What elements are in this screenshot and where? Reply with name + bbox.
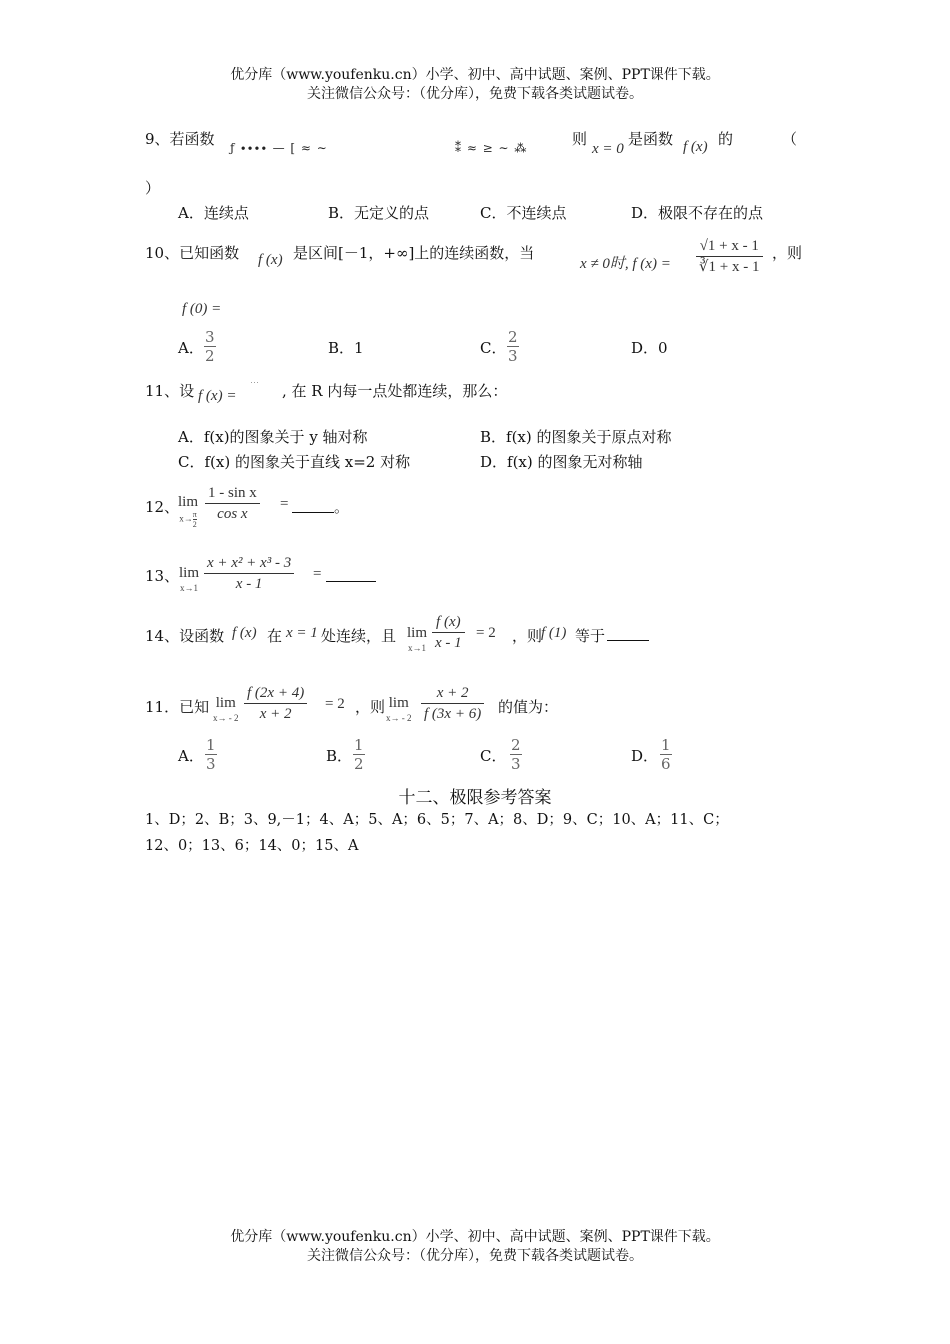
q14-equals-2: = 2	[476, 625, 496, 641]
q15-option-a-frac	[205, 736, 217, 773]
q14-answer-blank[interactable]	[607, 625, 649, 641]
header-line-1: 优分库（www.youfenku.cn）小学、初中、高中试题、案例、PPT课件下载。	[230, 67, 720, 83]
q10-option-c-den: 3	[508, 347, 518, 365]
q9-option-c: C．不连续点	[480, 204, 567, 222]
q9-ze: 则	[572, 130, 588, 148]
footer-line-2: 关注微信公众号：（优分库），免费下载各类试题试卷。	[307, 1248, 643, 1264]
q15-numerator-1: f (2x + 4)	[244, 683, 307, 704]
q15-option-c-label: C．	[480, 747, 507, 765]
q15-lim-subscript: x→ - 2	[213, 713, 239, 723]
q9-paren-open: （	[782, 130, 798, 148]
q15-numerator-2: x + 2	[421, 683, 484, 704]
q12-numerator: 1 - sin x	[205, 483, 260, 504]
q13-fraction	[204, 553, 294, 594]
q15-option-d-num: 1	[661, 736, 671, 754]
q11-option-a: A．f(x)的图象关于 y 轴对称	[178, 428, 368, 446]
q11-text: , 在 R 内每一点处都连续，那么：	[282, 382, 508, 400]
q9-garbled-formula-1: ƒ ∙∙∙∙ — [ ≈ ∼	[230, 141, 328, 155]
q15-fraction-1	[244, 683, 307, 724]
q10-option-c-label: C．	[480, 339, 507, 357]
q11-option-c: C．f(x) 的图象关于直线 x=2 对称	[178, 453, 411, 471]
q12-lim-word: lim	[178, 494, 199, 510]
q10-numerator: √1 + x - 1	[696, 236, 763, 257]
q9-x-eq-0: x = 0	[592, 141, 624, 157]
q15-fraction-2	[421, 683, 484, 724]
q15-lim-2	[386, 696, 412, 726]
q10-interval-text: 是区间[－1，+∞]上的连续函数，当	[293, 244, 535, 262]
q11-option-d: D．f(x) 的图象无对称轴	[480, 453, 643, 471]
q14-mid-text: 处连续，且	[321, 627, 397, 645]
q15-option-b-den: 2	[354, 755, 364, 773]
q15-lim-word: lim	[215, 695, 236, 711]
q14-lim-word: lim	[407, 625, 428, 641]
q13-denominator: x - 1	[235, 576, 263, 592]
q9-option-b: B．无定义的点	[328, 204, 430, 222]
q14-x-eq-1: x = 1	[286, 625, 318, 641]
q12-lim-subscript	[178, 510, 198, 529]
q15-option-a-num: 1	[206, 736, 216, 754]
q15-option-b-num: 1	[354, 736, 364, 754]
q10-option-a-den: 2	[205, 347, 215, 365]
q11-option-b: B．f(x) 的图象关于原点对称	[480, 428, 672, 446]
q9-fx: f (x)	[683, 139, 708, 155]
q12-answer-blank[interactable]	[292, 497, 334, 513]
answer-line-1: 1、D；2、B；3、9,－1；4、A；5、A；6、5；7、A；8、D；9、C；10、A；11、C；	[145, 812, 729, 828]
footer-line-1: 优分库（www.youfenku.cn）小学、初中、高中试题、案例、PPT课件下载。	[230, 1229, 720, 1245]
q15-lim2-subscript: x→ - 2	[386, 713, 412, 723]
q11-piecewise: ⋯	[250, 378, 259, 388]
q15-option-c-frac	[510, 736, 522, 773]
q11-prefix: 11、设	[145, 382, 195, 400]
q12-sub-den: 2	[192, 520, 197, 529]
q10-option-d: D．0	[631, 339, 668, 357]
q10-option-b: B．1	[328, 339, 364, 357]
q13-equals: =	[313, 566, 322, 582]
q9-garbled-formula-2: ⁑ ≈ ≥ ∼ ⁂	[455, 141, 528, 155]
q15-option-b-frac	[353, 736, 365, 773]
q12-denominator: cos x	[217, 506, 248, 522]
q13-lim-subscript: x→1	[180, 583, 198, 593]
q9-option-d: D．极限不存在的点	[631, 204, 764, 222]
q15-option-d-frac	[660, 736, 672, 773]
q15-prefix: 11．已知	[145, 698, 210, 716]
q13-numerator: x + x² + x³ - 3	[204, 553, 294, 574]
q12-prefix: 12、	[145, 498, 180, 516]
q10-option-a-frac	[204, 328, 216, 365]
q12-equals: =	[280, 496, 289, 512]
q12-end: 。	[334, 498, 350, 516]
q15-option-d-label: D．	[631, 747, 659, 765]
q10-fraction	[696, 236, 763, 277]
q14-at: 在	[267, 627, 283, 645]
q10-fx: f (x)	[258, 252, 283, 268]
q10-denominator: ∛1 + x - 1	[699, 259, 760, 275]
q14-fx: f (x)	[232, 625, 257, 641]
q10-f0: f (0) =	[182, 301, 222, 317]
q15-option-c-den: 3	[511, 755, 521, 773]
q12-fraction	[205, 483, 260, 524]
q10-option-c-num: 2	[508, 328, 518, 346]
q15-option-a-den: 3	[206, 755, 216, 773]
q9-option-a: A．连续点	[178, 204, 249, 222]
q14-dengyu: 等于	[575, 627, 606, 645]
q14-denominator: x - 1	[435, 635, 462, 651]
q15-suffix: 的值为：	[498, 698, 559, 716]
q11-fx: f (x) =	[198, 388, 237, 404]
answer-title: 十二、极限参考答案	[398, 788, 552, 808]
q12-sub-x: x→	[179, 513, 193, 524]
q15-option-b-label: B．	[326, 747, 353, 765]
q9-de: 的	[718, 130, 734, 148]
q13-lim-word: lim	[179, 565, 200, 581]
q10-option-a-label: A．	[178, 339, 204, 357]
q14-lim	[407, 626, 427, 656]
q9-shi: 是函数	[628, 130, 674, 148]
q14-prefix: 14、设函数	[145, 627, 225, 645]
q15-option-d-den: 6	[661, 755, 671, 773]
header-line-2: 关注微信公众号：（优分库），免费下载各类试题试卷。	[307, 86, 643, 102]
q14-lim-subscript: x→1	[408, 643, 426, 653]
q10-ze: ，则	[772, 244, 803, 262]
q14-numerator: f (x)	[432, 612, 465, 633]
q15-lim-1	[213, 696, 239, 726]
q15-equals-2: = 2	[325, 696, 345, 712]
q9-prefix: 9、若函数	[145, 130, 215, 148]
q12-sub-num: π	[192, 510, 197, 519]
q15-option-c-num: 2	[511, 736, 521, 754]
q15-lim2-word: lim	[388, 695, 409, 711]
q13-lim	[179, 566, 199, 596]
q14-fraction	[432, 612, 465, 653]
q9-paren-close: ）	[145, 179, 161, 197]
q15-ze: ，则	[355, 698, 386, 716]
q10-option-a-num: 3	[205, 328, 215, 346]
q14-ze: ，则	[512, 627, 543, 645]
q14-f1: f (1)	[541, 625, 567, 641]
answer-line-2: 12、0；13、6；14、0；15、A	[145, 838, 359, 854]
q12-lim	[178, 495, 198, 529]
q15-denominator-2: f (3x + 6)	[424, 706, 482, 722]
q13-prefix: 13、	[145, 567, 180, 585]
q15-denominator-1: x + 2	[259, 706, 292, 722]
q15-option-a-label: A．	[178, 747, 204, 765]
q10-option-c-frac	[507, 328, 519, 365]
q13-answer-blank[interactable]	[326, 566, 376, 582]
q10-prefix: 10、已知函数	[145, 244, 240, 262]
q10-condition: x ≠ 0时, f (x) =	[580, 256, 671, 272]
